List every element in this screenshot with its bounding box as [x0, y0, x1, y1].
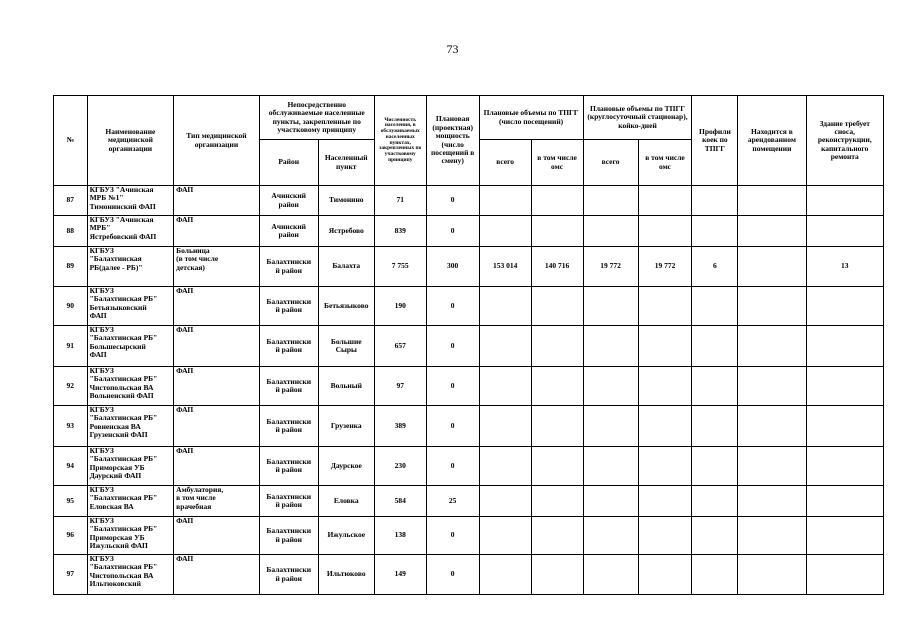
org-name-line: КГБУЗ — [89, 446, 114, 455]
row-number-cell: 95 — [54, 486, 88, 517]
org-name-line: Грузенский ФАП — [89, 430, 148, 440]
org-name-line: Ижульский ФАП — [89, 541, 148, 551]
table-row — [54, 247, 884, 287]
visits-oms-cell — [531, 486, 583, 517]
org-name-line: Еловская ВА — [89, 501, 134, 511]
beddays-oms-cell — [638, 186, 692, 216]
capacity-cell: 0 — [426, 406, 479, 447]
org-type-cell — [174, 406, 260, 447]
visits-total-cell — [479, 447, 531, 486]
header-visits-volume: Плановые объемы по ТПГГ (число посещений) — [479, 96, 583, 140]
org-name-line: МРБ №1" — [89, 193, 124, 203]
district-line: Балахтински — [266, 565, 312, 575]
beddays-oms-cell — [638, 367, 692, 406]
org-type-line: ФАП — [176, 405, 194, 414]
org-name-cell — [87, 287, 174, 326]
table-row — [54, 406, 884, 447]
visits-oms-cell — [531, 186, 583, 216]
org-name-line: Вольненский ФАП — [89, 391, 154, 401]
population-cell: 230 — [374, 447, 426, 486]
org-name-cell — [87, 555, 174, 595]
table-row — [54, 555, 884, 595]
repair-cell: 13 — [806, 247, 883, 287]
org-name-cell — [87, 517, 174, 555]
beddays-total-cell: 19 772 — [583, 247, 638, 287]
settlement-cell — [318, 367, 374, 406]
visits-total-cell — [479, 486, 531, 517]
beddays-total-cell — [583, 186, 638, 216]
settlement-line: Большие — [330, 336, 362, 346]
header-row-top — [54, 96, 884, 140]
visits-total-cell — [479, 406, 531, 447]
org-name-cell — [87, 367, 174, 406]
beddays-oms-cell — [638, 447, 692, 486]
settlement-line: Тимонино — [328, 195, 364, 205]
org-name-line: ФАП — [89, 350, 107, 360]
visits-oms-cell — [531, 287, 583, 326]
org-name-line: "Балахтинская РБ" — [89, 374, 158, 384]
visits-oms-cell: 140 716 — [531, 247, 583, 287]
visits-oms-cell — [531, 555, 583, 595]
rented-cell — [738, 406, 806, 447]
org-name-line: КГБУЗ — [89, 246, 114, 255]
population-cell: 138 — [374, 517, 426, 555]
repair-cell — [806, 216, 883, 247]
org-name-line: КГБУЗ — [89, 366, 114, 375]
settlement-cell — [318, 555, 374, 595]
org-name-line: "Балахтинская РБ" — [89, 493, 158, 503]
repair-cell — [806, 555, 883, 595]
org-name-line: КГБУЗ "Ачинская — [89, 185, 154, 194]
district-line: й район — [275, 305, 302, 314]
org-name-line: КГБУЗ "Ачинская — [89, 215, 154, 224]
org-type-line: ФАП — [176, 366, 194, 375]
table-row — [54, 367, 884, 406]
district-cell — [259, 367, 318, 406]
org-type-line: Амбулатория, — [176, 485, 224, 494]
settlement-cell — [318, 326, 374, 367]
rented-cell — [738, 247, 806, 287]
org-name-line: РБ(далее - РБ)" — [89, 262, 143, 272]
beddays-total-cell — [583, 216, 638, 247]
bed-profiles-cell: 6 — [692, 247, 738, 287]
org-type-cell — [174, 517, 260, 555]
district-cell — [259, 247, 318, 287]
district-line: й район — [275, 500, 302, 509]
repair-cell — [806, 186, 883, 216]
org-name-cell — [87, 186, 174, 216]
population-cell: 149 — [374, 555, 426, 595]
bed-profiles-cell — [692, 326, 738, 367]
repair-cell — [806, 486, 883, 517]
org-name-line: КГБУЗ — [89, 554, 114, 563]
rented-cell — [738, 326, 806, 367]
settlement-line: Вольный — [330, 380, 362, 390]
org-name-line: КГБУЗ — [89, 325, 114, 334]
population-cell: 190 — [374, 287, 426, 326]
org-type-line: Больница — [176, 246, 210, 255]
org-name-line: Ястребовский ФАП — [89, 231, 157, 241]
header-org-type: Тип медицинской организации — [174, 96, 260, 186]
org-name-line: "Балахтинская РБ" — [89, 413, 158, 423]
district-line: Балахтински — [266, 296, 312, 306]
org-name-line: КГБУЗ — [89, 516, 114, 525]
population-cell: 584 — [374, 486, 426, 517]
beddays-total-cell — [583, 517, 638, 555]
district-cell — [259, 406, 318, 447]
table-row — [54, 287, 884, 326]
header-settlement: Населенный пункт — [318, 140, 374, 186]
district-line: й район — [275, 265, 302, 275]
settlement-cell — [318, 517, 374, 555]
capacity-cell: 0 — [426, 367, 479, 406]
beddays-oms-cell — [638, 486, 692, 517]
beddays-total-cell — [583, 486, 638, 517]
visits-oms-cell — [531, 447, 583, 486]
settlement-line: Грузенка — [330, 420, 362, 430]
rented-cell — [738, 287, 806, 326]
row-number-cell: 90 — [54, 287, 88, 326]
settlement-cell — [318, 486, 374, 517]
district-line: й район — [275, 385, 302, 394]
row-number-cell: 93 — [54, 406, 88, 447]
table-row — [54, 447, 884, 486]
org-type-line: ФАП — [176, 446, 194, 455]
header-rented-premises: Находится в арендованном помещении — [738, 96, 806, 186]
settlement-line: Даурское — [330, 460, 362, 470]
district-line: район — [278, 199, 299, 209]
bed-profiles-cell — [692, 367, 738, 406]
beddays-oms-cell — [638, 287, 692, 326]
beddays-total-cell — [583, 406, 638, 447]
org-name-line: Приморская УБ — [89, 462, 145, 472]
district-line: Балахтински — [266, 456, 312, 466]
rented-cell — [738, 216, 806, 247]
visits-total-cell — [479, 186, 531, 216]
header-visits-oms: в том числе омс — [531, 140, 583, 186]
bed-profiles-cell — [692, 447, 738, 486]
org-name-line: Приморская УБ — [89, 532, 145, 542]
visits-total-cell — [479, 517, 531, 555]
table-row — [54, 517, 884, 555]
visits-oms-cell — [531, 216, 583, 247]
org-name-line: "Балахтинская — [89, 254, 142, 264]
district-line: й район — [275, 573, 302, 583]
rented-cell — [738, 186, 806, 216]
visits-total-cell — [479, 326, 531, 367]
district-line: Балахтински — [266, 526, 312, 536]
visits-total-cell — [479, 216, 531, 247]
org-name-cell — [87, 406, 174, 447]
table-row — [54, 186, 884, 216]
population-cell: 657 — [374, 326, 426, 367]
rented-cell — [738, 517, 806, 555]
district-line: й район — [275, 425, 302, 434]
header-org-name: Наименование медицинской организации — [87, 96, 174, 186]
settlement-line: Сыры — [335, 345, 357, 354]
visits-total-cell: 153 014 — [479, 247, 531, 287]
bed-profiles-cell — [692, 186, 738, 216]
org-name-cell — [87, 326, 174, 367]
settlement-cell — [318, 186, 374, 216]
district-line: Балахтински — [266, 336, 312, 346]
table-body — [54, 186, 884, 595]
rented-cell — [738, 555, 806, 595]
beddays-total-cell — [583, 287, 638, 326]
org-type-cell — [174, 326, 260, 367]
header-served-settlements: Непосредственно обслуживаемые населенные пункты, закрепленные по участковому принципу — [259, 96, 374, 140]
repair-cell — [806, 367, 883, 406]
header-num: № — [54, 96, 88, 186]
capacity-cell: 300 — [426, 247, 479, 287]
district-line: Балахтински — [266, 257, 312, 267]
settlement-cell — [318, 406, 374, 447]
header-district: Район — [259, 140, 318, 186]
population-cell: 389 — [374, 406, 426, 447]
visits-oms-cell — [531, 367, 583, 406]
district-line: район — [278, 230, 299, 239]
org-type-cell — [174, 186, 260, 216]
org-name-line: "Балахтинская РБ" — [89, 562, 158, 572]
district-cell — [259, 326, 318, 367]
header-population: Численность населения, в обслуживаемых населенных пунктах, закрепленных по участковому принципу — [374, 96, 426, 186]
header-repair-needed: Здание требует сноса, реконструкции, капитального ремонта — [806, 96, 883, 186]
beddays-total-cell — [583, 326, 638, 367]
district-line: Ачинский — [271, 191, 307, 201]
table-row — [54, 326, 884, 367]
capacity-cell: 0 — [426, 517, 479, 555]
beddays-oms-cell — [638, 406, 692, 447]
repair-cell — [806, 326, 883, 367]
repair-cell — [806, 517, 883, 555]
header-capacity: Плановая (проектная) мощность (число посещений в смену) — [426, 96, 479, 186]
org-name-line: Чистопольская ВА — [89, 570, 154, 580]
district-line: й район — [275, 534, 302, 544]
rented-cell — [738, 486, 806, 517]
district-cell — [259, 517, 318, 555]
org-type-cell — [174, 367, 260, 406]
settlement-cell — [318, 287, 374, 326]
visits-oms-cell — [531, 406, 583, 447]
repair-cell — [806, 406, 883, 447]
population-cell: 839 — [374, 216, 426, 247]
district-cell — [259, 447, 318, 486]
page-number: 73 — [446, 42, 459, 56]
org-type-cell — [174, 447, 260, 486]
org-type-line: ФАП — [176, 325, 194, 334]
row-number-cell: 87 — [54, 186, 88, 216]
org-name-cell — [87, 247, 174, 287]
row-number-cell: 89 — [54, 247, 88, 287]
bed-profiles-cell — [692, 216, 738, 247]
org-type-line: ФАП — [176, 185, 194, 194]
population-cell: 71 — [374, 186, 426, 216]
bed-profiles-cell — [692, 486, 738, 517]
header-beddays-total: всего — [583, 140, 638, 186]
beddays-oms-cell: 19 772 — [638, 247, 692, 287]
capacity-cell: 0 — [426, 216, 479, 247]
header-beddays-oms: в том числе омс — [638, 140, 692, 186]
visits-oms-cell — [531, 326, 583, 367]
org-name-line: "Балахтинская РБ" — [89, 454, 158, 464]
row-number-cell: 91 — [54, 326, 88, 367]
population-cell: 97 — [374, 367, 426, 406]
row-number-cell: 94 — [54, 447, 88, 486]
district-line: Балахтински — [266, 491, 312, 501]
bed-profiles-cell — [692, 555, 738, 595]
district-cell — [259, 216, 318, 247]
population-cell: 7 755 — [374, 247, 426, 287]
org-name-line: "Балахтинская РБ" — [89, 333, 158, 343]
org-type-line: ФАП — [176, 286, 194, 295]
repair-cell — [806, 287, 883, 326]
beddays-oms-cell — [638, 216, 692, 247]
org-name-line: Ровненская ВА — [89, 421, 141, 431]
bed-profiles-cell — [692, 406, 738, 447]
settlement-line: Ястребово — [328, 225, 364, 235]
org-name-line: "Балахтинская РБ" — [89, 524, 158, 534]
settlement-cell — [318, 447, 374, 486]
org-name-line: Ильтюковский — [89, 579, 141, 589]
settlement-line: Ижульское — [327, 530, 366, 540]
org-type-cell — [174, 486, 260, 517]
beddays-total-cell — [583, 555, 638, 595]
beddays-total-cell — [583, 447, 638, 486]
org-type-line: врачебная — [176, 501, 212, 511]
org-name-cell — [87, 486, 174, 517]
rented-cell — [738, 367, 806, 406]
org-type-line: в том числе — [176, 493, 216, 503]
capacity-cell: 0 — [426, 447, 479, 486]
district-cell — [259, 486, 318, 517]
org-name-line: Чистопольская ВА — [89, 382, 154, 392]
capacity-cell: 0 — [426, 287, 479, 326]
header-bed-profiles: Профили коек по ТПГГ — [692, 96, 738, 186]
capacity-cell: 25 — [426, 486, 479, 517]
beddays-oms-cell — [638, 555, 692, 595]
table-row — [54, 486, 884, 517]
org-type-line: ФАП — [176, 554, 194, 563]
district-line: Ачинский — [271, 221, 307, 231]
district-cell — [259, 287, 318, 326]
beddays-oms-cell — [638, 517, 692, 555]
district-cell — [259, 555, 318, 595]
settlement-cell — [318, 247, 374, 287]
bed-profiles-cell — [692, 287, 738, 326]
district-line: й район — [275, 465, 302, 474]
org-type-line: детская) — [176, 262, 205, 272]
facilities-table — [53, 95, 884, 595]
visits-total-cell — [479, 367, 531, 406]
table-row — [54, 216, 884, 247]
repair-cell — [806, 447, 883, 486]
settlement-line: Еловка — [333, 495, 359, 505]
visits-total-cell — [479, 287, 531, 326]
rented-cell — [738, 447, 806, 486]
settlement-line: Бетьязыково — [324, 300, 369, 310]
row-number-cell: 88 — [54, 216, 88, 247]
settlement-line: Балахта — [332, 261, 361, 271]
org-name-cell — [87, 447, 174, 486]
row-number-cell: 92 — [54, 367, 88, 406]
org-name-line: Большесырский — [89, 341, 146, 351]
org-type-line: ФАП — [176, 215, 194, 224]
beddays-total-cell — [583, 367, 638, 406]
settlement-cell — [318, 216, 374, 247]
bed-profiles-cell — [692, 517, 738, 555]
org-name-line: Даурский ФАП — [89, 471, 142, 481]
row-number-cell: 97 — [54, 555, 88, 595]
org-type-cell — [174, 287, 260, 326]
org-type-cell — [174, 555, 260, 595]
district-line: й район — [275, 345, 302, 354]
header-visits-total: всего — [479, 140, 531, 186]
org-name-line: Бетьязыковский — [89, 302, 147, 312]
header-beddays-volume: Плановые объемы по ТПГГ (круглосуточный стационар), койко-дней — [583, 96, 692, 140]
org-name-line: КГБУЗ — [89, 405, 114, 414]
beddays-oms-cell — [638, 326, 692, 367]
org-type-cell — [174, 247, 260, 287]
org-name-line: КГБУЗ — [89, 286, 114, 295]
district-line: Балахтински — [266, 376, 312, 386]
settlement-line: Ильтюково — [326, 569, 366, 579]
org-type-line: ФАП — [176, 516, 194, 525]
capacity-cell: 0 — [426, 555, 479, 595]
org-name-line: "Балахтинская РБ" — [89, 294, 158, 304]
district-line: Балахтински — [266, 416, 312, 426]
org-name-line: Тимонинский ФАП — [89, 201, 156, 211]
org-name-line: МРБ" — [89, 223, 111, 233]
district-cell — [259, 186, 318, 216]
capacity-cell: 0 — [426, 186, 479, 216]
org-type-line: (в том числе — [176, 254, 219, 264]
org-name-line: ФАП — [89, 311, 107, 321]
visits-total-cell — [479, 555, 531, 595]
row-number-cell: 96 — [54, 517, 88, 555]
org-name-cell — [87, 216, 174, 247]
visits-oms-cell — [531, 517, 583, 555]
org-type-cell — [174, 216, 260, 247]
capacity-cell: 0 — [426, 326, 479, 367]
org-name-line: КГБУЗ — [89, 485, 114, 494]
